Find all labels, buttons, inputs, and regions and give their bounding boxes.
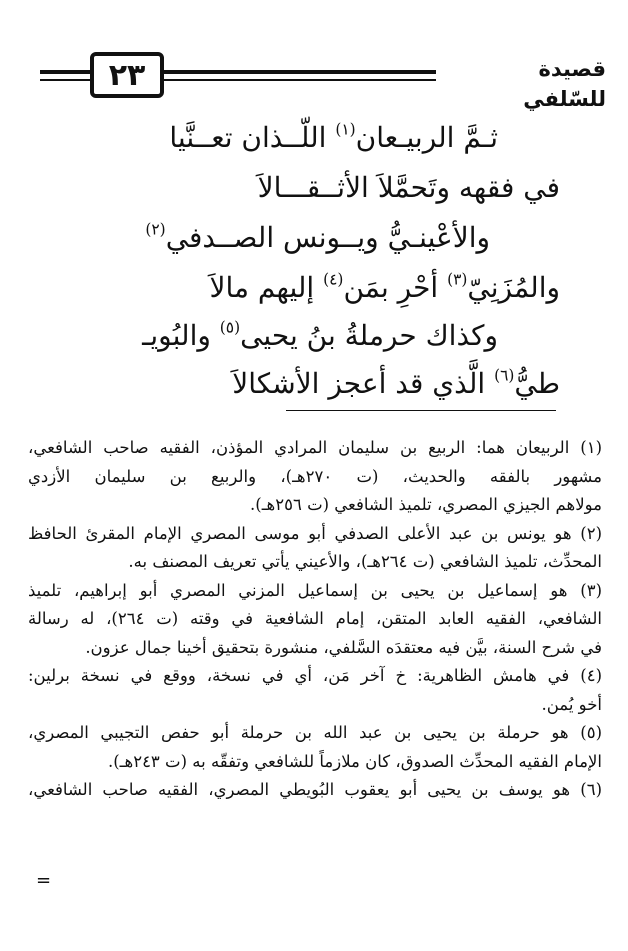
footnote-ref: (٢) [145, 220, 166, 239]
footnote-line: (٦) هو يوسف بن يحيى أبو يعقوب البُويطي المصري، الفقيه صاحب الشافعي، [28, 780, 602, 799]
footnote-3 [28, 577, 602, 663]
footnote-line: (١) الربيعان هما: الربيع بن سليمان المرادي المؤذن، الفقيه صاحب الشافعي، [28, 438, 602, 457]
footnotes [28, 434, 602, 805]
verse-line: والمُزَنِيّ$^{(٣)}$ أحْرِ بمَن$^{(٤)}$ إليهم مالاَ [209, 270, 560, 304]
footnote-line: مشهور بالفقه والحديث، (ت ٢٧٠هـ)، والربيع بن سليمان الأزدي [28, 466, 602, 486]
footnote-line: الشافعي، الفقيه العابد المتقن، إمام الشافعية في وقته (ت ٢٦٤)، له رسالة [28, 609, 602, 628]
footnote-line: مولاهم الجيزي المصري، تلميذ الشافعي (ت ٢٥٦هـ). [250, 495, 602, 514]
footnote-2 [28, 520, 602, 577]
continuation-mark: = [36, 870, 52, 891]
verse-line: والأعْينـيُّ ويــونس الصــدفي$^{(٢)}$ [145, 220, 490, 254]
page-number: ٢٣ [90, 52, 164, 98]
running-title: قصيدة للسّلفي [523, 57, 606, 111]
footnote-line: (٢) هو يونس بن عبد الأعلى الصدفي أبو موسى المصري الإمام المقرئ الحافظ [28, 523, 602, 543]
footnote-line: الإمام الفقيه المحدِّث الصدوق، كان ملازماً للشافعي وتفقّه به (ت ٢٤٣هـ). [107, 751, 602, 771]
footnote-ref: (٣) [447, 270, 468, 289]
footnote-divider [286, 410, 556, 411]
footnote-6 [28, 776, 602, 805]
footnote-ref: (٤) [323, 270, 344, 289]
footnote-line: (٥) هو حرملة بن يحيى بن عبد الله بن حرملة أبو حفص التجيبي المصري، [28, 723, 602, 742]
footnote-line: (٣) هو إسماعيل بن يحيى بن إسماعيل المزني المصري أبو إبراهيم، تلميذ [28, 580, 602, 600]
footnote-1 [28, 434, 602, 520]
page-header [0, 0, 628, 110]
verse-line: طيُّ$^{(٦)}$ الَّذي قد أعجز الأشكالاَ [232, 366, 560, 400]
footnote-5 [28, 719, 602, 776]
verse-line: في فقهه وتَحمَّلاَ الأثــقـــالاَ [257, 171, 560, 204]
footnote-4 [28, 662, 602, 719]
footnote-ref: (٦) [494, 366, 515, 385]
footnote-ref: (٥) [219, 318, 241, 337]
footnote-line: المحدِّث، تلميذ الشافعي (ت ٢٦٤هـ)، والأعيني يأتي تعريف المصنف به. [128, 552, 602, 571]
header-rule-left-thin [40, 79, 90, 81]
verse-line: وكذاك حرملةُ بنُ يحيى$^{(٥)}$ والبُويـ [142, 318, 498, 352]
header-rule-thin [164, 79, 436, 81]
footnote-line: (٤) في هامش الظاهرية: خ آخر مَن، أي في نسخة، ووقع في نسخة برلين: [28, 666, 602, 685]
footnote-line: أخو يُمن. [541, 694, 602, 714]
header-rule-thick [164, 70, 436, 74]
footnote-ref: (١) [335, 120, 356, 139]
verse-line: ثـمَّ الربيـعان$^{(١)}$ اللّــذان تعــنَّيا [169, 120, 498, 154]
footnote-line: في شرح السنة، بيَّن فيه معتقدَه السَّلفي، منشورة بتحقيق أخينا جمال عزون. [85, 637, 602, 657]
header-rule-left [40, 70, 90, 74]
